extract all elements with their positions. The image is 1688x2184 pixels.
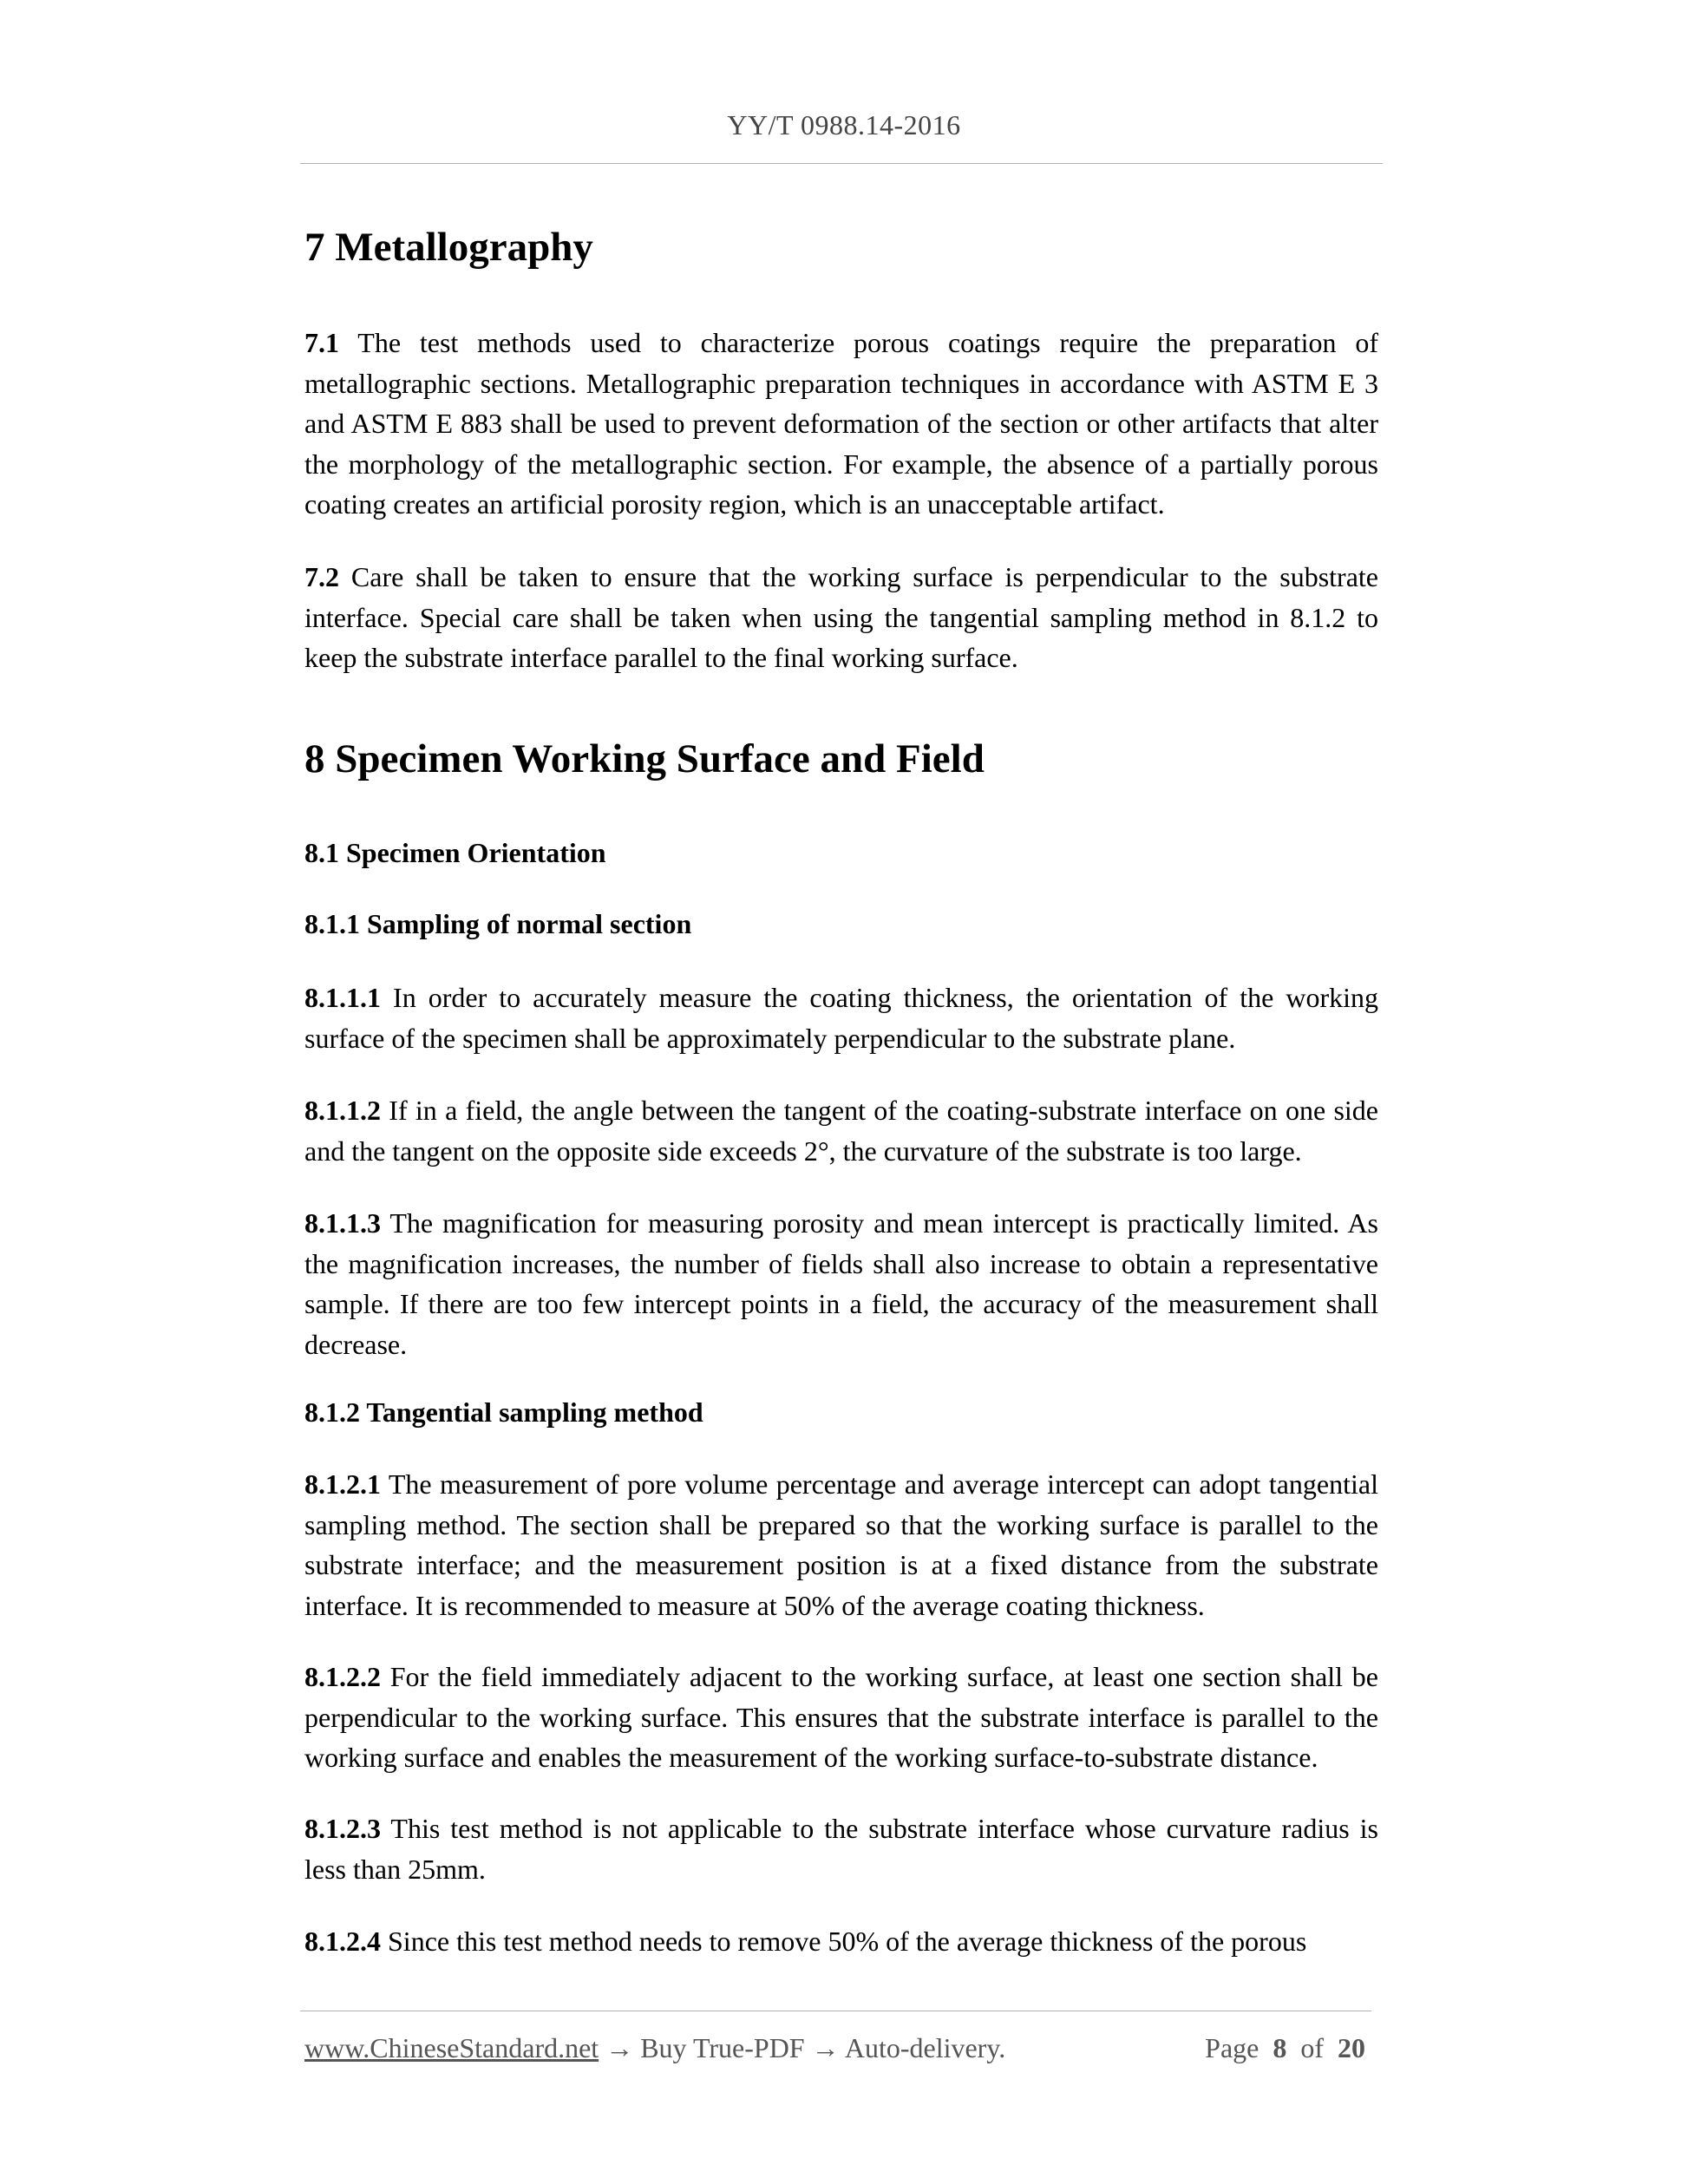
clause-number: 8.1.1.1 [304, 982, 381, 1013]
of-label: of [1300, 2032, 1324, 2063]
clause-number: 7.2 [304, 561, 339, 592]
paragraph-text: The magnification for measuring porosity and mean intercept is practically limited. As the magnification increases, the number of fields shall also increase to obtain a representative sample. If there are too few intercept points in a field, the accuracy of the measurement shall decrease. [304, 1207, 1379, 1360]
paragraph-8-1-2-3 [304, 1808, 1378, 1889]
paragraph-text: The test methods used to characterize porous coatings require the preparation of metallographic sections. Metallographic preparation techniques in accordance with ASTM E 3 and ASTM E 883 shall be used to prevent deformation of the section or other artifacts that alter the morphology of the metallographic section. For example, the absence of a partially porous coating creates an artificial porosity region, which is an unacceptable artifact. [304, 327, 1379, 520]
paragraph-text: For the field immediately adjacent to the working surface, at least one section shall be perpendicular to the working surface. This ensures that the substrate interface is parallel to the working surface and enables the measurement of the working surface-to-substrate distance. [304, 1661, 1379, 1773]
paragraph-8-1-1-1 [304, 978, 1378, 1058]
page-number: 8 [1273, 2032, 1287, 2063]
paragraph-8-1-1-2 [304, 1090, 1378, 1171]
paragraph-8-1-2-2 [304, 1657, 1378, 1778]
header-divider [300, 163, 1383, 164]
paragraph-text: Care shall be taken to ensure that the working surface is perpendicular to the substrate interface. Special care shall be taken when using the tangential sampling method in 8.1.2 to keep the substrate interface parallel to the final working surface. [304, 561, 1379, 673]
clause-number: 8.1.1.3 [304, 1207, 381, 1239]
paragraph-text: If in a field, the angle between the tangent of the coating-substrate interface on one side and the tangent on the opposite side exceeds 2°, the curvature of the substrate is too large. [304, 1095, 1379, 1167]
clause-number: 8.1.2.1 [304, 1468, 381, 1500]
page-label: Page [1205, 2032, 1259, 2063]
paragraph-7-2 [304, 557, 1378, 678]
document-header-title: YY/T 0988.14-2016 [727, 109, 961, 141]
paragraph-7-1 [304, 323, 1378, 525]
section-7-heading: 7 Metallography [304, 225, 593, 270]
clause-number: 7.1 [304, 327, 339, 358]
subsection-8-1-2-heading: 8.1.2 Tangential sampling method [304, 1396, 703, 1428]
total-pages: 20 [1338, 2032, 1365, 2063]
paragraph-8-1-2-1 [304, 1464, 1378, 1625]
clause-number: 8.1.2.4 [304, 1926, 381, 1957]
paragraph-8-1-1-3 [304, 1203, 1378, 1364]
footer-promo-text: → Buy True-PDF → Auto-delivery. [599, 2032, 1006, 2063]
clause-number: 8.1.2.3 [304, 1813, 381, 1844]
paragraph-8-1-2-4 [304, 1921, 1378, 1962]
footer-promo [304, 2032, 1005, 2064]
section-8-heading: 8 Specimen Working Surface and Field [304, 736, 985, 781]
paragraph-text: In order to accurately measure the coating thickness, the orientation of the working surface of the specimen shall be approximately perpendicular to the substrate plane. [304, 982, 1379, 1054]
page-indicator [1205, 2032, 1365, 2064]
paragraph-text: This test method is not applicable to the substrate interface whose curvature radius is less than 25mm. [304, 1813, 1378, 1885]
subsection-8-1-heading: 8.1 Specimen Orientation [304, 837, 606, 868]
paragraph-text: The measurement of pore volume percentage and average intercept can adopt tangential sampling method. The section shall be prepared so that the working surface is parallel to the substrate interface; and the measurement position is at a fixed distance from the substrate interface. It is recommended to measure at 50% of the average coating thickness. [304, 1468, 1379, 1621]
clause-number: 8.1.1.2 [304, 1095, 381, 1126]
paragraph-text: Since this test method needs to remove 50% of the average thickness of the porous [388, 1926, 1307, 1957]
clause-number: 8.1.2.2 [304, 1661, 381, 1692]
website-link[interactable]: www.ChineseStandard.net [304, 2032, 599, 2063]
subsection-8-1-1-heading: 8.1.1 Sampling of normal section [304, 908, 692, 939]
